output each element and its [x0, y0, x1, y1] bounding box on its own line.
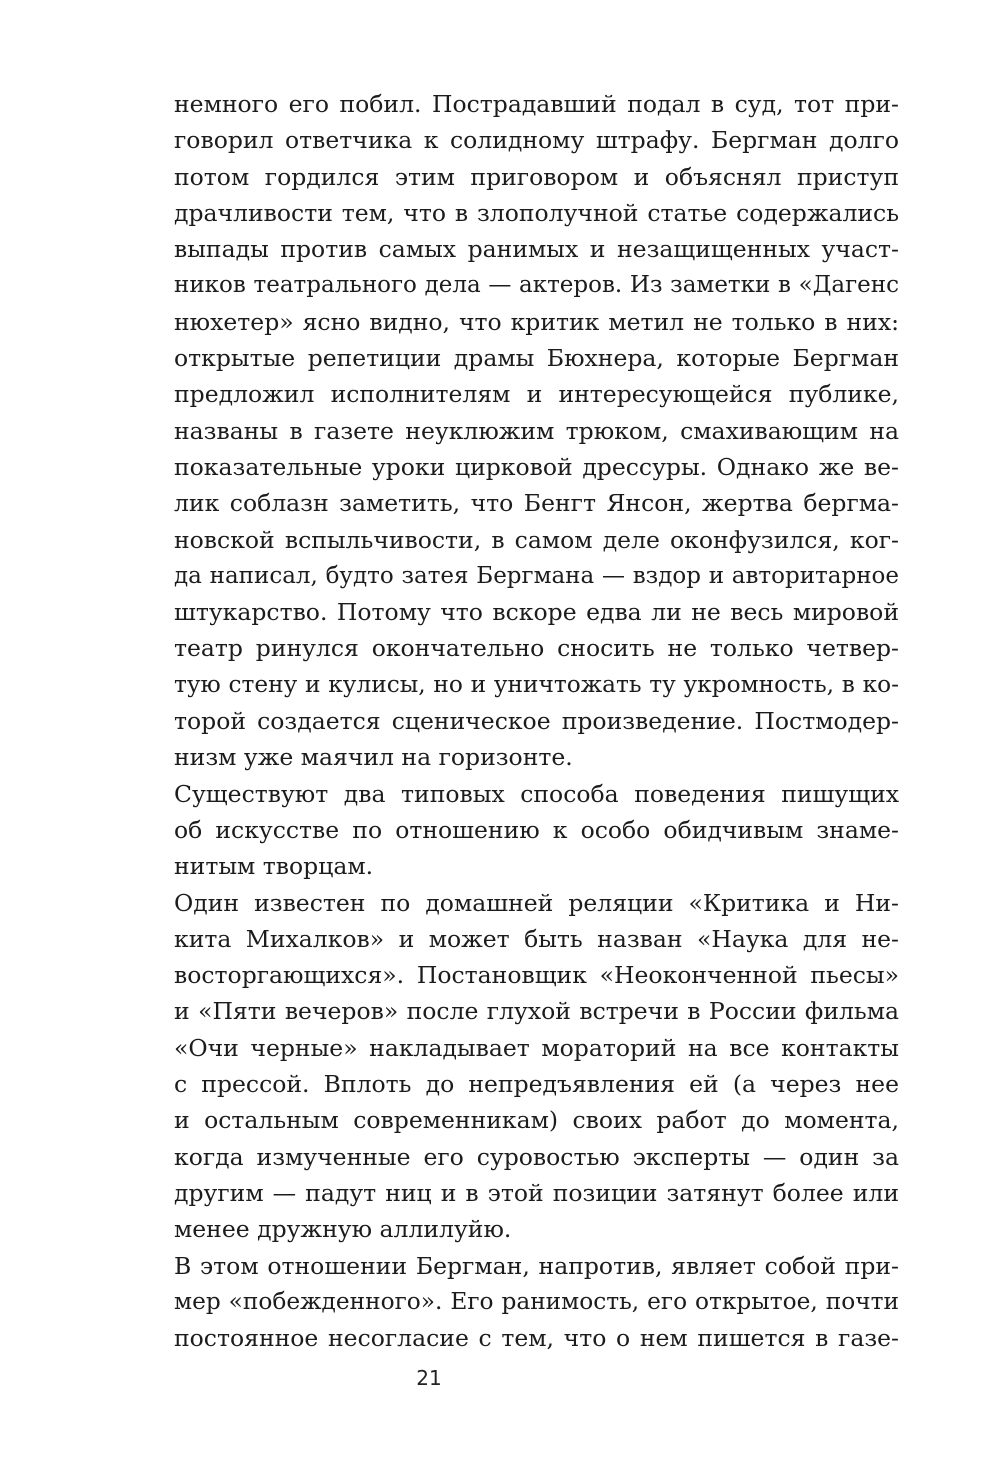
text-line: потом гордился этим приговором и объяснял приступ — [174, 162, 899, 191]
text-line: показательные уроки цирковой дрессуры. Однако же ве- — [174, 452, 899, 481]
text-line: торой создается сценическое произведение. Постмодер- — [174, 707, 899, 736]
text-line: восторгающихся». Постановщик «Неоконченной пьесы» — [174, 961, 899, 990]
text-line: открытые репетиции драмы Бюхнера, которые Бергман — [174, 344, 899, 373]
text-line: немного его побил. Пострадавший подал в суд, тот при- — [174, 90, 899, 118]
text-line: выпады против самых ранимых и незащищенных участ- — [174, 235, 899, 264]
text-line: лик соблазн заметить, что Бенгт Янсон, жертва бергма- — [174, 489, 899, 518]
text-line: с прессой. Вплоть до непредъявления ей (а через нее — [174, 1070, 899, 1099]
text-line: Существуют два типовых способа поведения пишущих — [174, 779, 899, 808]
text-line: и остальным современникам) своих работ до момента, — [174, 1106, 899, 1135]
text-line: говорил ответчика к солидному штрафу. Бергман долго — [174, 126, 899, 155]
text-line: когда измученные его суровостью эксперты — один за — [174, 1142, 899, 1171]
text-line: новской вспыльчивости, в самом деле оконфузился, ког- — [174, 525, 899, 554]
text-line: штукарство. Потому что вскоре едва ли не весь мировой — [174, 598, 899, 627]
page-number: 21 — [416, 1366, 442, 1390]
text-line: В этом отношении Бергман, напротив, являет собой при- — [174, 1251, 899, 1280]
text-line: тую стену и кулисы, но и уничтожать ту укромность, в ко- — [174, 670, 899, 698]
text-line: об искусстве по отношению к особо обидчивым знаме- — [174, 815, 899, 844]
text-line: менее дружную аллилуйю. — [174, 1215, 512, 1244]
text-line: постоянное несогласие с тем, что о нем пишется в газе- — [174, 1324, 899, 1353]
text-line: мер «побежденного». Его ранимость, его открытое, почти — [174, 1287, 899, 1315]
text-line: нюхетер» ясно видно, что критик метил не только в них: — [174, 307, 899, 336]
text-line: драчливости тем, что в злополучной статье содержались — [174, 198, 899, 227]
text-line: названы в газете неуклюжим трюком, смахивающим на — [174, 416, 899, 445]
text-line: ников театрального дела — актеров. Из заметки в «Дагенс — [174, 272, 899, 299]
text-line: театр ринулся окончательно сносить не только четвер- — [174, 634, 899, 663]
text-line: низм уже маячил на горизонте. — [174, 743, 573, 772]
text-line: предложил исполнителям и интересующейся публике, — [174, 380, 899, 409]
text-line: кита Михалков» и может быть назван «Наука для не- — [174, 924, 899, 953]
text-line: «Очи черные» накладывает мораторий на все контакты — [174, 1033, 899, 1062]
text-line: Один известен по домашней реляции «Критика и Ни- — [174, 888, 899, 917]
text-line: нитым творцам. — [174, 852, 374, 881]
text-line: да написал, будто затея Бергмана — вздор и авторитарное — [174, 562, 899, 589]
text-line: и «Пяти вечеров» после глухой встречи в России фильма — [174, 997, 899, 1026]
text-line: другим — падут ниц и в этой позиции затянут более или — [174, 1178, 899, 1207]
body-text — [174, 86, 899, 1356]
